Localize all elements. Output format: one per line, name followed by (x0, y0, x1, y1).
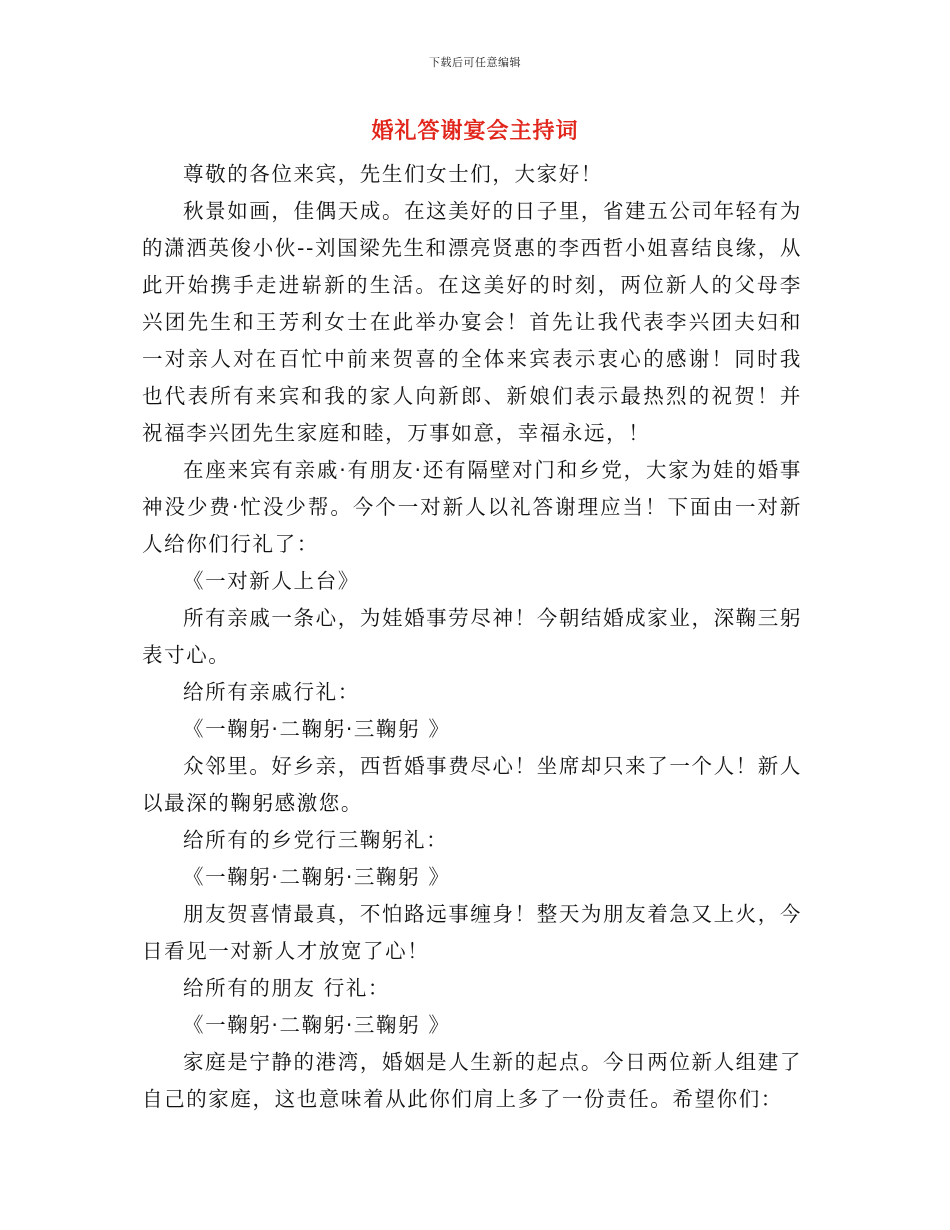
paragraph: 所有亲戚一条心，为娃婚事劳尽神！今朝结婚成家业，深鞠三躬表寸心。 (142, 606, 802, 667)
paragraph: 《一鞠躬·二鞠躬·三鞠躬 》 (183, 717, 451, 741)
paragraph: 众邻里。好乡亲，西哲婚事费尽心！坐席却只来了一个人！新人以最深的鞠躬感激您。 (142, 754, 802, 815)
paragraph: 秋景如画，佳偶天成。在这美好的日子里，省建五公司年轻有为的潇洒英俊小伙--刘国梁先生和漂亮贤惠的李西哲小姐喜结良缘，从此开始携手走进崭新的生活。在这美好的时刻，两位新人的父母李兴团先生和王芳利女士在此举办宴会！首先让我代表李兴团夫妇和一对亲人对在百忙中前来贺喜的全体来宾表示衷心的感谢！同时我也代表所有来宾和我的家人向新郎、新娘们表示最热烈的祝贺！并祝福李兴团先生家庭和睦，万事如意，幸福永远，！ (142, 199, 802, 445)
paragraph: 《一鞠躬·二鞠躬·三鞠躬 》 (183, 1013, 451, 1037)
paragraph: 《一鞠躬·二鞠躬·三鞠躬 》 (183, 865, 451, 889)
document-body (142, 156, 802, 1118)
page-header: 下载后可任意编辑 (429, 56, 521, 69)
paragraph: 朋友贺喜情最真，不怕路远事缠身！整天为朋友着急又上火，今日看见一对新人才放宽了心！ (142, 902, 802, 963)
paragraph: 给所有的乡党行三鞠躬礼： (183, 828, 449, 852)
paragraph: 在座来宾有亲戚·有朋友·还有隔壁对门和乡党，大家为娃的婚事神没少费·忙没少帮。今个一对新人以礼答谢理应当！下面由一对新人给你们行礼了： (142, 458, 802, 556)
paragraph: 《一对新人上台》 (183, 569, 360, 593)
paragraph: 家庭是宁静的港湾，婚姻是人生新的起点。今日两位新人组建了自己的家庭，这也意味着从此你们肩上多了一份责任。希望你们： (142, 1050, 802, 1111)
paragraph: 给所有的朋友 行礼： (183, 976, 391, 1000)
document-title: 婚礼答谢宴会主持词 (371, 118, 579, 144)
paragraph: 尊敬的各位来宾，先生们女士们，大家好！ (183, 162, 603, 186)
paragraph: 给所有亲戚行礼： (183, 680, 360, 704)
